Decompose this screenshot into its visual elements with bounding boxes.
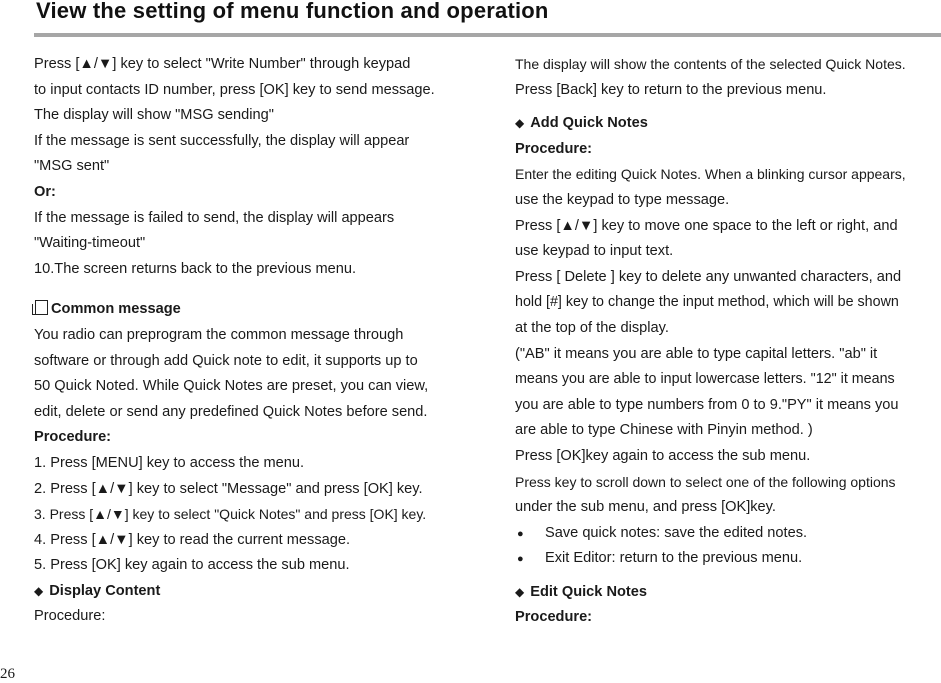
list-item-text: Exit Editor: return to the previous menu. bbox=[545, 550, 803, 567]
text-line: If the message is failed to send, the display will appears bbox=[34, 209, 395, 226]
diamond-bullet-icon: ◆ bbox=[34, 583, 44, 598]
text-line: The display will show the contents of the selected Quick Notes. bbox=[515, 56, 906, 72]
text-line: hold [#] key to change the input method, which will be shown bbox=[515, 294, 899, 311]
text-line: "Waiting-timeout" bbox=[34, 235, 146, 252]
text-line: Enter the editing Quick Notes. When a blinking cursor appears, bbox=[515, 166, 906, 183]
section-title: Common message bbox=[51, 301, 181, 318]
section-heading-display-content bbox=[34, 579, 474, 605]
notes-icon bbox=[35, 300, 48, 315]
diamond-bullet-icon: ◆ bbox=[515, 116, 525, 131]
section-heading-edit-quick-notes bbox=[515, 580, 941, 606]
text-line: edit, delete or send any predefined Quick Notes before send. bbox=[34, 403, 428, 420]
diamond-bullet-icon: ◆ bbox=[515, 584, 525, 599]
list-item bbox=[515, 546, 941, 572]
section-title: Edit Quick Notes bbox=[530, 583, 648, 600]
text-line: are able to type Chinese with Pinyin method. ) bbox=[515, 422, 813, 439]
text-line: You radio can preprogram the common message through bbox=[34, 326, 404, 343]
step-line: 3. Press [▲/▼] key to select "Quick Notes" and press [OK] key. bbox=[34, 506, 427, 523]
header-rule bbox=[34, 33, 941, 37]
procedure-text: Procedure: bbox=[34, 608, 106, 625]
section-heading-add-quick-notes bbox=[515, 111, 941, 137]
text-line: Press key to scroll down to select one of the following options bbox=[515, 473, 896, 490]
right-column bbox=[515, 52, 941, 631]
bullet-dot-icon: ● bbox=[517, 527, 524, 540]
text-line: "MSG sent" bbox=[34, 158, 110, 175]
text-line: If the message is sent successfully, the display will appear bbox=[34, 132, 410, 149]
or-label: Or: bbox=[34, 183, 56, 200]
text-line: software or through add Quick note to edit, it supports up to bbox=[34, 352, 418, 369]
step-line: 1. Press [MENU] key to access the menu. bbox=[34, 454, 305, 471]
text-line: Press [ Delete ] key to delete any unwanted characters, and bbox=[515, 268, 902, 285]
section-title: Add Quick Notes bbox=[530, 115, 648, 132]
text-line: use the keypad to type message. bbox=[515, 191, 730, 208]
procedure-label: Procedure: bbox=[515, 140, 593, 157]
text-line: Press [▲/▼] key to move one space to the left or right, and bbox=[515, 217, 898, 234]
text-line: The display will show "MSG sending" bbox=[34, 107, 274, 124]
section-heading-common-message bbox=[34, 297, 474, 323]
text-line: Press [▲/▼] key to select "Write Number" through keypad bbox=[34, 56, 411, 72]
section-title: Display Content bbox=[49, 582, 161, 599]
text-line: under the sub menu, and press [OK]key. bbox=[515, 499, 776, 516]
text-line: to input contacts ID number, press [OK] key to send message. bbox=[34, 81, 435, 98]
left-column bbox=[34, 52, 474, 630]
text-line: 10.The screen returns back to the previous menu. bbox=[34, 260, 357, 277]
step-line: 2. Press [▲/▼] key to select "Message" and press [OK] key. bbox=[34, 480, 423, 497]
step-line: 5. Press [OK] key again to access the sub menu. bbox=[34, 557, 350, 574]
bullet-dot-icon: ● bbox=[517, 553, 524, 566]
page-title: View the setting of menu function and operation bbox=[36, 0, 549, 23]
text-line: Press [OK]key again to access the sub menu. bbox=[515, 447, 811, 464]
text-line: means you are able to input lowercase letters. "12" it means bbox=[515, 371, 895, 388]
text-line: you are able to type numbers from 0 to 9."PY" it means you bbox=[515, 396, 899, 413]
list-item bbox=[515, 521, 941, 547]
text-line: ("AB" it means you are able to type capital letters. "ab" it bbox=[515, 345, 878, 362]
text-line: at the top of the display. bbox=[515, 319, 669, 336]
procedure-label: Procedure: bbox=[515, 609, 593, 626]
text-line: 50 Quick Noted. While Quick Notes are preset, you can view, bbox=[34, 378, 429, 395]
step-line: 4. Press [▲/▼] key to read the current message. bbox=[34, 531, 351, 548]
text-line: use keypad to input text. bbox=[515, 243, 674, 260]
page-number: 26 bbox=[0, 666, 15, 682]
list-item-text: Save quick notes: save the edited notes. bbox=[545, 524, 808, 541]
procedure-label: Procedure: bbox=[34, 429, 112, 446]
text-line: Press [Back] key to return to the previous menu. bbox=[515, 81, 827, 98]
